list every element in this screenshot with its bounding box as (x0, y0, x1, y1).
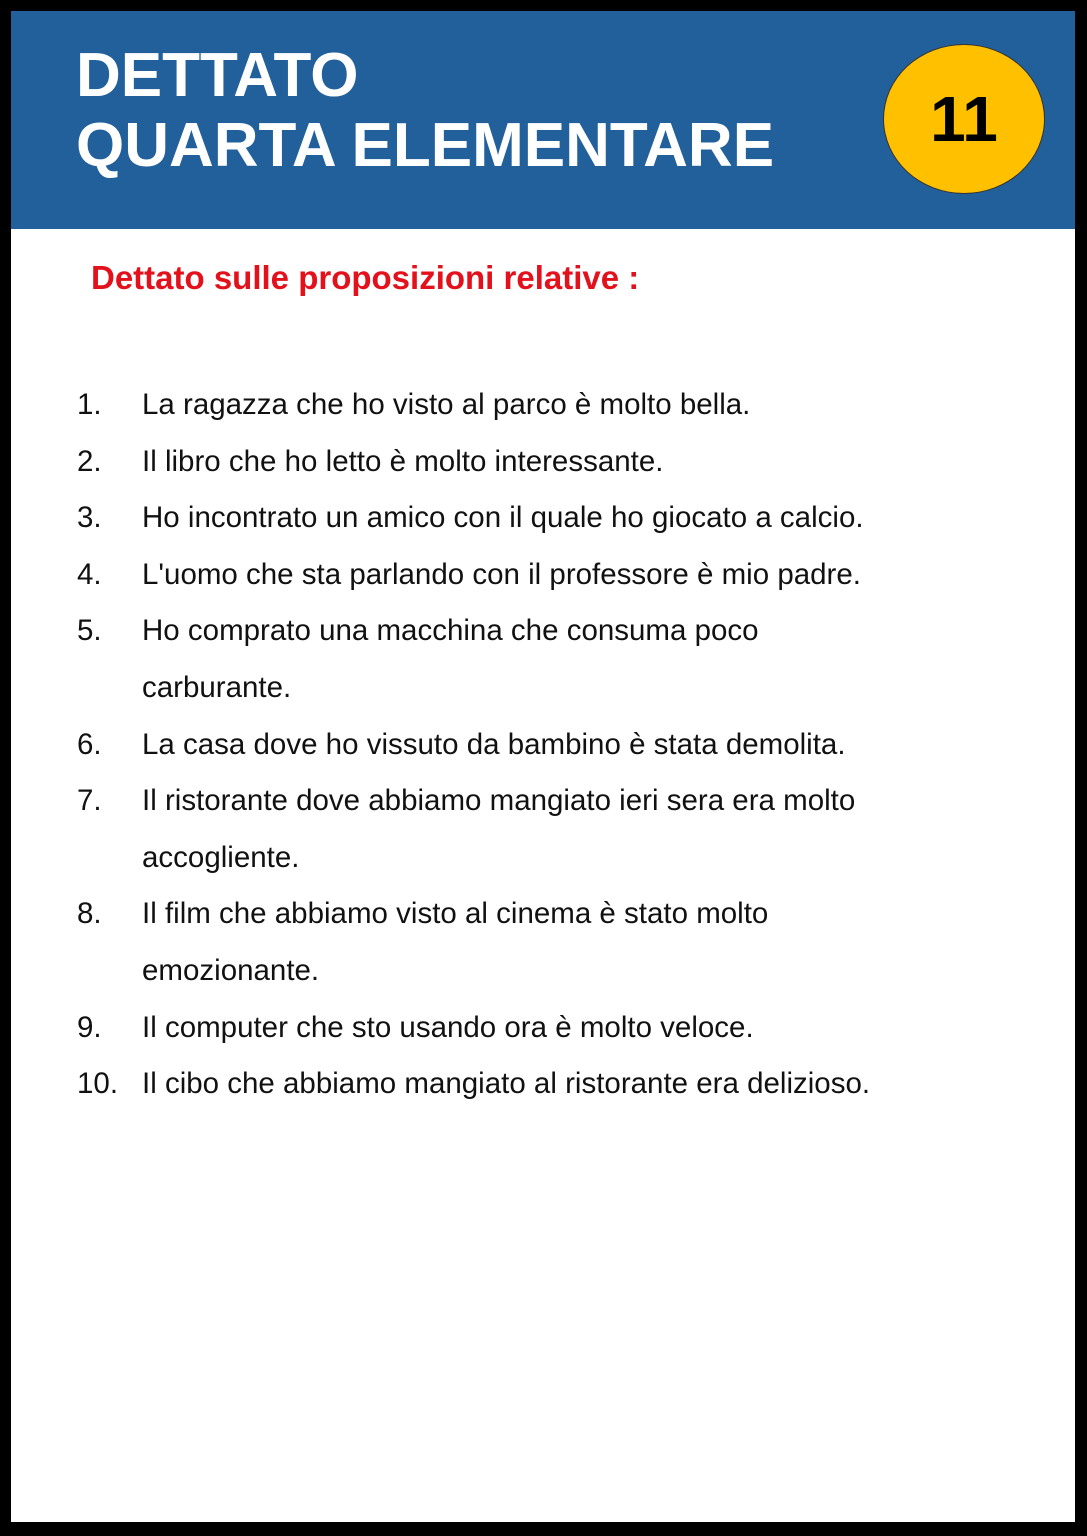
section-subtitle: Dettato sulle proposizioni relative : (91, 259, 640, 296)
item-text: La ragazza che ho visto al parco è molto bella. (142, 388, 751, 421)
list-item (77, 717, 1022, 774)
list-item (77, 603, 1022, 716)
number-badge: 11 (883, 44, 1045, 194)
item-text: Il cibo che abbiamo mangiato al ristorante era delizioso. (142, 1067, 871, 1101)
page-title (76, 41, 774, 181)
item-number: 6. (77, 727, 102, 761)
list-item (77, 1000, 1022, 1057)
list-item (77, 377, 1022, 434)
item-number: 9. (77, 1010, 102, 1044)
worksheet-page (11, 11, 1075, 1522)
item-number: 8. (77, 897, 102, 931)
dictation-list (77, 377, 1022, 1113)
list-item (77, 434, 1022, 491)
item-text: Il computer che sto usando ora è molto veloce. (142, 1010, 754, 1044)
item-text: Il film che abbiamo visto al cinema è stato molto emozionante. (142, 897, 769, 987)
item-text: Ho comprato una macchina che consuma poco carburante. (142, 614, 759, 704)
title-line-1: DETTATO (76, 41, 359, 110)
list-item (77, 490, 1022, 547)
item-number: 5. (77, 614, 102, 648)
item-number: 3. (77, 501, 102, 535)
item-text: Il ristorante dove abbiamo mangiato ieri sera era molto accogliente. (142, 784, 856, 874)
item-number: 10. (77, 1067, 119, 1101)
list-item (77, 773, 1022, 886)
header-banner (11, 11, 1075, 229)
list-item (77, 547, 1022, 604)
item-text: Ho incontrato un amico con il quale ho giocato a calcio. (142, 501, 864, 535)
item-number: 1. (77, 388, 102, 421)
item-text: La casa dove ho vissuto da bambino è stata demolita. (142, 727, 846, 761)
item-number: 4. (77, 557, 102, 591)
item-text: L'uomo che sta parlando con il professore è mio padre. (142, 557, 861, 591)
title-line-2: QUARTA ELEMENTARE (76, 111, 775, 180)
list-item (77, 886, 1022, 999)
item-number: 7. (77, 784, 102, 818)
item-number: 2. (77, 444, 102, 478)
item-text: Il libro che ho letto è molto interessante. (142, 444, 664, 478)
list-item (77, 1056, 1022, 1113)
